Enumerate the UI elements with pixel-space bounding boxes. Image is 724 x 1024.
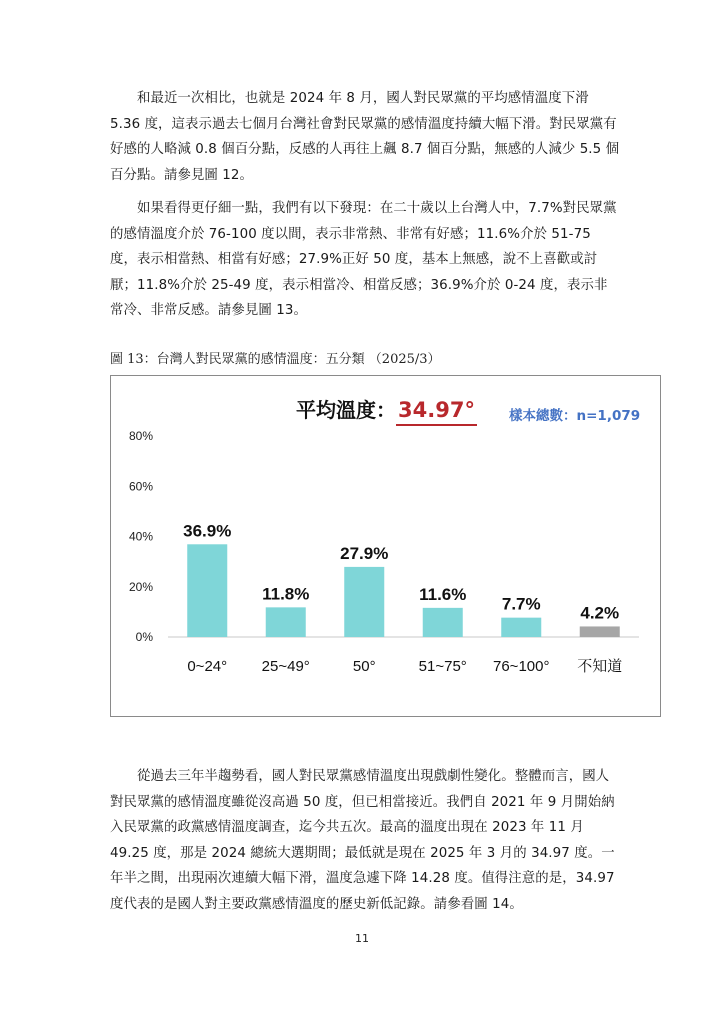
bar-chart <box>111 376 662 718</box>
paragraph-3: 從過去三年半趨勢看，國人對民眾黨感情溫度出現戲劇性變化。整體而言，國人對民眾黨的感情溫度雖從沒高過 50 度，但已相當接近。我們自 2021 年 9 月開始納入民眾黨的政黨感情溫度調查，迄今共五次。最高的溫度出現在 2023 年 11 月 49.25 度，那是 2024 總統大選期間；最低就是現在 2025 年 3 月的 34.97 度。一年半之間，出現兩次連續大幅下滑，溫度急遽下降 14.28 度。值得注意的是，34.97 度代表的是國人對主要政黨感情溫度的歷史新低記錄。請參看圖 14。 <box>110 769 615 912</box>
category-label: 76~100° <box>493 658 550 675</box>
data-label: 11.8% <box>262 584 310 604</box>
y-tick-label: 80% <box>128 429 153 443</box>
data-label: 27.9% <box>340 543 389 563</box>
y-tick-label: 40% <box>128 529 153 544</box>
paragraph-2: 如果看得更仔細一點，我們有以下發現：在二十歲以上台灣人中，7.7%對民眾黨的感情溫度介於 76-100 度以間，表示非常熱、非常有好感；11.6%介於 51-75 度，表示相當熱、相當有好感；27.9%正好 50 度，基本上無感，說不上喜歡或討厭；11.8%介於 25-49 度，表示相當冷、相當反感；36.9%介於 0-24 度，表示非常冷、非常反感。請參見圖 13。 <box>110 201 617 318</box>
data-label: 36.9% <box>183 521 232 541</box>
y-tick-label: 60% <box>128 479 153 494</box>
data-label: 4.2% <box>580 603 620 623</box>
bar <box>187 544 227 637</box>
category-label: 25~49° <box>261 658 310 675</box>
bar <box>344 567 384 637</box>
figure-caption: 圖 13：台灣人對民眾黨的感情溫度：五分類 （2025/3） <box>110 352 441 367</box>
y-tick-label: 0% <box>135 630 153 644</box>
data-label: 7.7% <box>501 594 541 614</box>
category-label: 不知道 <box>577 658 623 675</box>
category-label: 51~75° <box>418 658 467 675</box>
bar <box>501 618 541 637</box>
bar <box>423 608 463 637</box>
category-label: 0~24° <box>187 658 228 675</box>
chart-frame <box>110 375 661 717</box>
page-number: 11 <box>355 932 369 945</box>
bar <box>266 607 306 637</box>
y-tick-label: 20% <box>128 579 153 594</box>
category-label: 50° <box>352 658 376 675</box>
paragraph-1: 和最近一次相比，也就是 2024 年 8 月，國人對民眾黨的平均感情溫度下滑 5.36 度，這表示過去七個月台灣社會對民眾黨的感情溫度持續大幅下滑。對民眾黨有好感的人略減 0.8 個百分點，反感的人再往上飆 8.7 個百分點，無感的人減少 5.5 個百分點。請參見圖 12。 <box>110 91 620 183</box>
data-label: 11.6% <box>419 584 467 604</box>
average-label: 平均溫度： <box>296 398 397 422</box>
average-value: 34.97° <box>396 398 477 426</box>
sample-size: 樣本總數：n=1,079 <box>509 408 641 424</box>
bar <box>580 626 620 637</box>
